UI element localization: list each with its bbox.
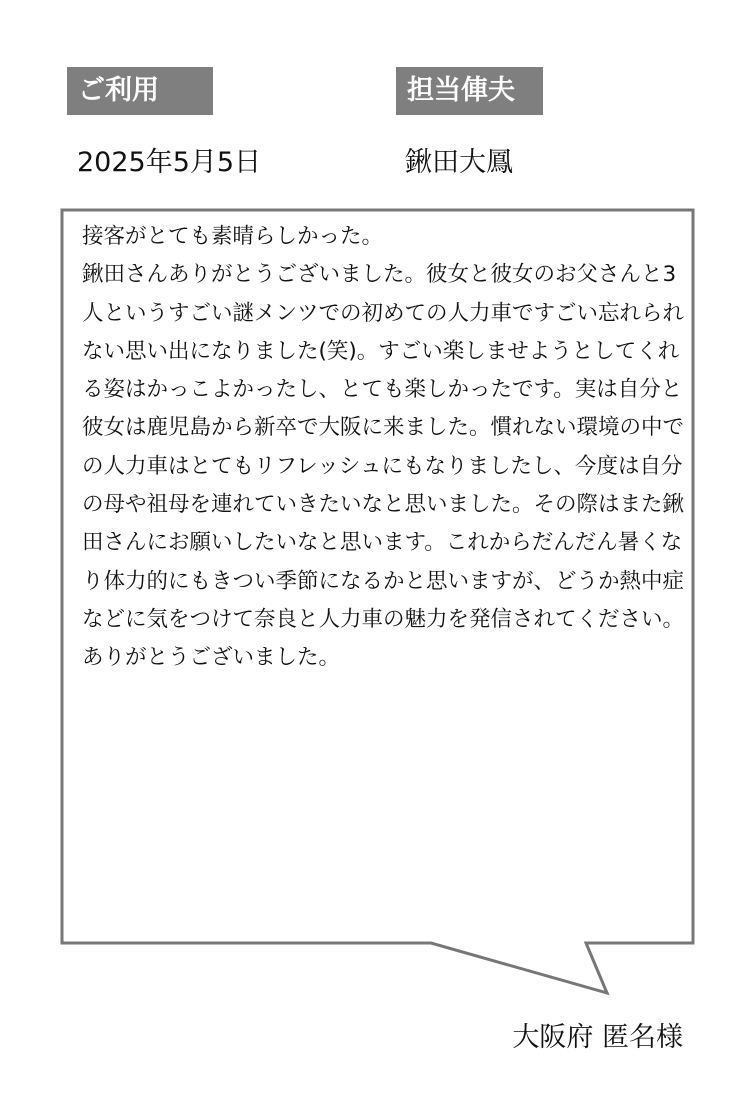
author-name: 大阪府 匿名様: [512, 1022, 683, 1053]
staff-name: 鍬田大鳳: [405, 147, 513, 178]
review-text: 接客がとても素晴らしかった。 鍬田さんありがとうございました。彼女と彼女のお父さんと3人というすごい謎メンツでの初めての人力車ですごい忘れられない思い出になりました(笑)。すごい楽しませようとしてくれる姿はかっこよかったし、とても楽しかったです。実は自分と彼女は鹿児島から新卒で大阪に来ました。慣れない環境の中での人力車はとてもリフレッシュにもなりましたし、今度は自分の母や祖母を連れていきたいなと思いました。その際はまた鍬田さんにお願いしたいなと思います。これからだんだん暑くなり体力的にもきつい季節になるかと思いますが、どうか熱中症などに気をつけて奈良と人力車の魅力を発信されてください。ありがとうございました。: [82, 224, 685, 671]
staff-label: 担当俥夫: [396, 67, 543, 115]
usage-date: 2025年5月5日: [77, 147, 262, 178]
usage-label: ご利用: [67, 67, 213, 115]
